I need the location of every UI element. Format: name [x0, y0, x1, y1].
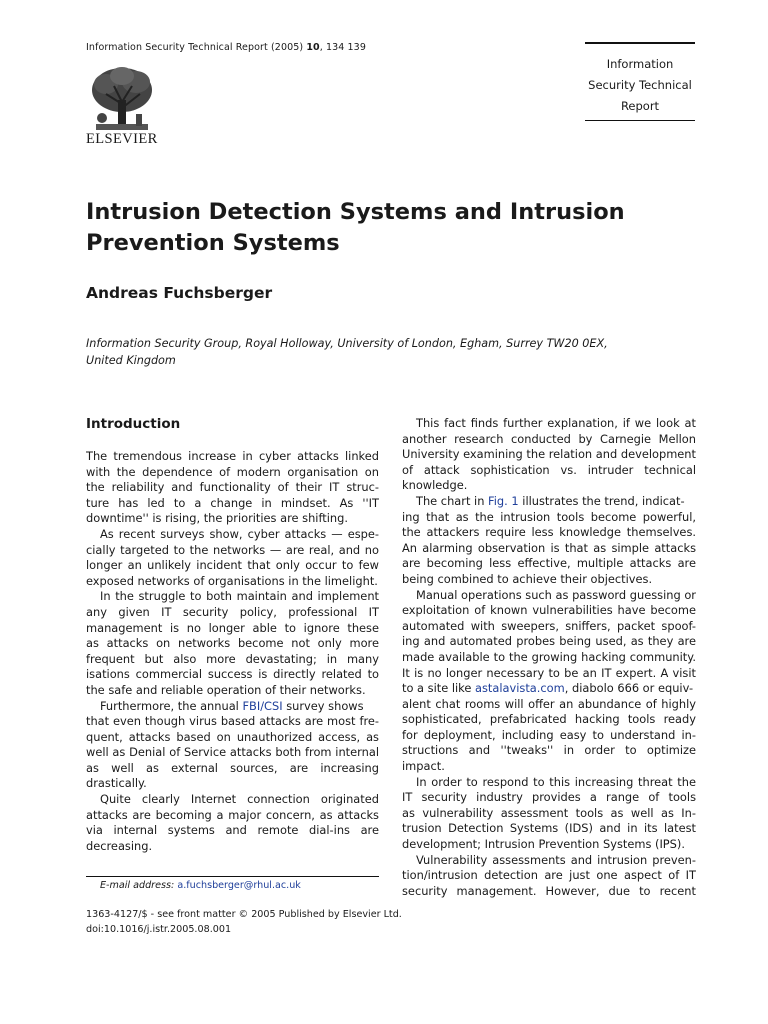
journal-title-line: Report [620, 99, 660, 113]
body-line: the safe and reliable operation of their networks. [86, 682, 366, 697]
body-line: the reliability and functionality of their IT struc- [86, 480, 379, 495]
journal-title-line: Information [606, 57, 674, 71]
section-heading: Introduction [86, 416, 181, 432]
body-line: decreasing. [86, 838, 153, 853]
body-text: The chart in [416, 493, 489, 508]
body-line: downtime'' is rising, the priorities are shifting. [86, 511, 348, 526]
body-line [86, 699, 379, 715]
body-text: Furthermore, the annual [100, 698, 243, 713]
body-line [402, 494, 696, 510]
body-line: security management. However, due to recent [402, 883, 696, 898]
body-line: development; Intrusion Prevention Systems (IPS). [402, 837, 685, 852]
body-line: ing and automated probes being used, as they are [402, 634, 696, 649]
body-line: alent chat rooms will offer an abundance of highly [402, 696, 696, 711]
body-line: IT security industry provides a range of tools [402, 790, 696, 805]
body-line: An alarming observation is that as simple attacks [402, 540, 696, 555]
article-title-line: Prevention Systems [86, 230, 340, 256]
body-line: being combined to achieve their objectives. [402, 571, 653, 586]
body-line: As recent surveys show, cyber attacks — espe- [100, 526, 379, 541]
publisher-name: ELSEVIER [86, 131, 158, 147]
body-line: exposed networks of organisations in the limelight. [86, 573, 378, 588]
body-line: Vulnerability assessments and intrusion preven- [416, 852, 696, 867]
body-line: the attackers require less knowledge themselves. [402, 525, 696, 540]
journal-volume: 10 [306, 42, 320, 53]
body-line: impact. [402, 759, 445, 774]
body-line: of attack sophistication vs. intruder technical [402, 462, 696, 477]
body-text: illustrates the trend, indicat- [518, 493, 685, 508]
body-line [402, 681, 696, 697]
body-line: attacks are becoming a major concern, as attacks [86, 807, 379, 822]
body-text: survey shows [282, 698, 364, 713]
body-line: quent, attacks based on unauthorized access, as [86, 729, 379, 744]
author-name: Andreas Fuchsberger [86, 284, 273, 302]
astalavista-link[interactable]: astalavista.com [475, 681, 565, 696]
body-line: Manual operations such as password guessing or [416, 587, 696, 602]
body-line: made available to the growing hacking community. [402, 649, 696, 664]
journal-title-line: Security Technical [588, 78, 692, 92]
affiliation-line: United Kingdom [86, 354, 176, 367]
article-title [86, 197, 646, 259]
body-line: knowledge. [402, 478, 468, 493]
body-line: Quite clearly Internet connection originated [100, 792, 379, 807]
body-line: drastically. [86, 776, 147, 791]
body-line: frequent but also more devastating; in many [86, 651, 379, 666]
body-line: The tremendous increase in cyber attacks linked [86, 449, 379, 463]
author-affiliation [86, 335, 686, 369]
body-line: exploitation of known vulnerabilities have become [402, 603, 696, 618]
body-text: to a site like [402, 681, 475, 696]
body-line: This fact finds further explanation, if we look at [416, 416, 696, 430]
body-line: It is no longer necessary to be an IT expert. A visit [402, 665, 696, 680]
body-line: via internal systems and remote dial-ins are [86, 823, 379, 838]
body-line: another research conducted by Carnegie Mellon [402, 431, 696, 446]
affiliation-line: Information Security Group, Royal Holloway, University of London, Egham, Surrey TW20 0EX, [86, 337, 608, 350]
body-line: tion/intrusion detection are just one aspect of IT [402, 868, 696, 883]
fbi-csi-link[interactable]: FBI/CSI [242, 698, 283, 713]
body-line: structions and ''tweaks'' in order to optimize [402, 743, 696, 758]
body-line: sophisticated, prefabricated hacking tools ready [402, 712, 696, 727]
body-line: for deployment, including easy to understand in- [402, 727, 696, 742]
body-line: trusion Detection Systems (IDS) and in its latest [402, 821, 696, 836]
body-line: University examining the relation and development [402, 447, 696, 462]
body-line: In the struggle to both maintain and implement [100, 589, 379, 604]
left-column [86, 449, 379, 854]
journal-title-box [585, 42, 695, 121]
body-line: as well as external sources, are increasing [86, 760, 379, 775]
body-line: as attacks on networks become not only more [86, 636, 379, 651]
body-line: any given IT security policy, professional IT [86, 604, 379, 619]
body-line: cially targeted to the networks — are real, and no [86, 542, 379, 557]
body-line: isations commercial success is directly related to [86, 667, 379, 682]
footnote [100, 880, 301, 891]
journal-box-bottom-rule [585, 120, 695, 121]
journal-title [585, 54, 695, 117]
body-line: are becoming less effective, multiple attacks are [402, 556, 696, 571]
right-column [402, 416, 696, 899]
doi-line: doi:10.1016/j.istr.2005.08.001 [86, 923, 232, 935]
fig-1-link[interactable]: Fig. 1 [488, 493, 519, 508]
journal-pages: 134 139 [325, 42, 366, 53]
copyright-block [86, 908, 402, 937]
footnote-label: E-mail address: [100, 880, 175, 891]
journal-box-top-rule [585, 42, 695, 44]
body-line: that even though virus based attacks are most fre- [86, 714, 379, 729]
body-line: ture has led to a change in mindset. As ''IT [86, 495, 379, 510]
body-line: ing that as the intrusion tools become powerful, [402, 509, 696, 524]
journal-citation-prefix: Information Security Technical Report (2005) [86, 42, 304, 53]
footnote-rule [86, 876, 379, 877]
body-text: , diabolo 666 or equiv- [564, 681, 694, 696]
copyright-line: 1363-4127/$ - see front matter © 2005 Published by Elsevier Ltd. [86, 909, 402, 920]
body-line: automated with sweepers, sniffers, packet spoof- [402, 618, 696, 633]
email-link[interactable]: a.fuchsberger@rhul.ac.uk [177, 880, 301, 891]
body-line: well as Denial of Service attacks both from internal [86, 745, 379, 760]
journal-citation: Information Security Technical Report (2005) 10, 134 139 [86, 42, 366, 53]
body-line: In order to respond to this increasing threat the [416, 774, 696, 789]
body-line: as vulnerability assessment tools as well as In- [402, 805, 696, 820]
body-line: management is no longer able to ignore these [86, 620, 379, 635]
body-line: longer an unlikely incident that only occur to few [86, 558, 379, 573]
article-title-line: Intrusion Detection Systems and Intrusion [86, 199, 625, 225]
body-line: with the dependence of modern organisation on [86, 464, 379, 479]
